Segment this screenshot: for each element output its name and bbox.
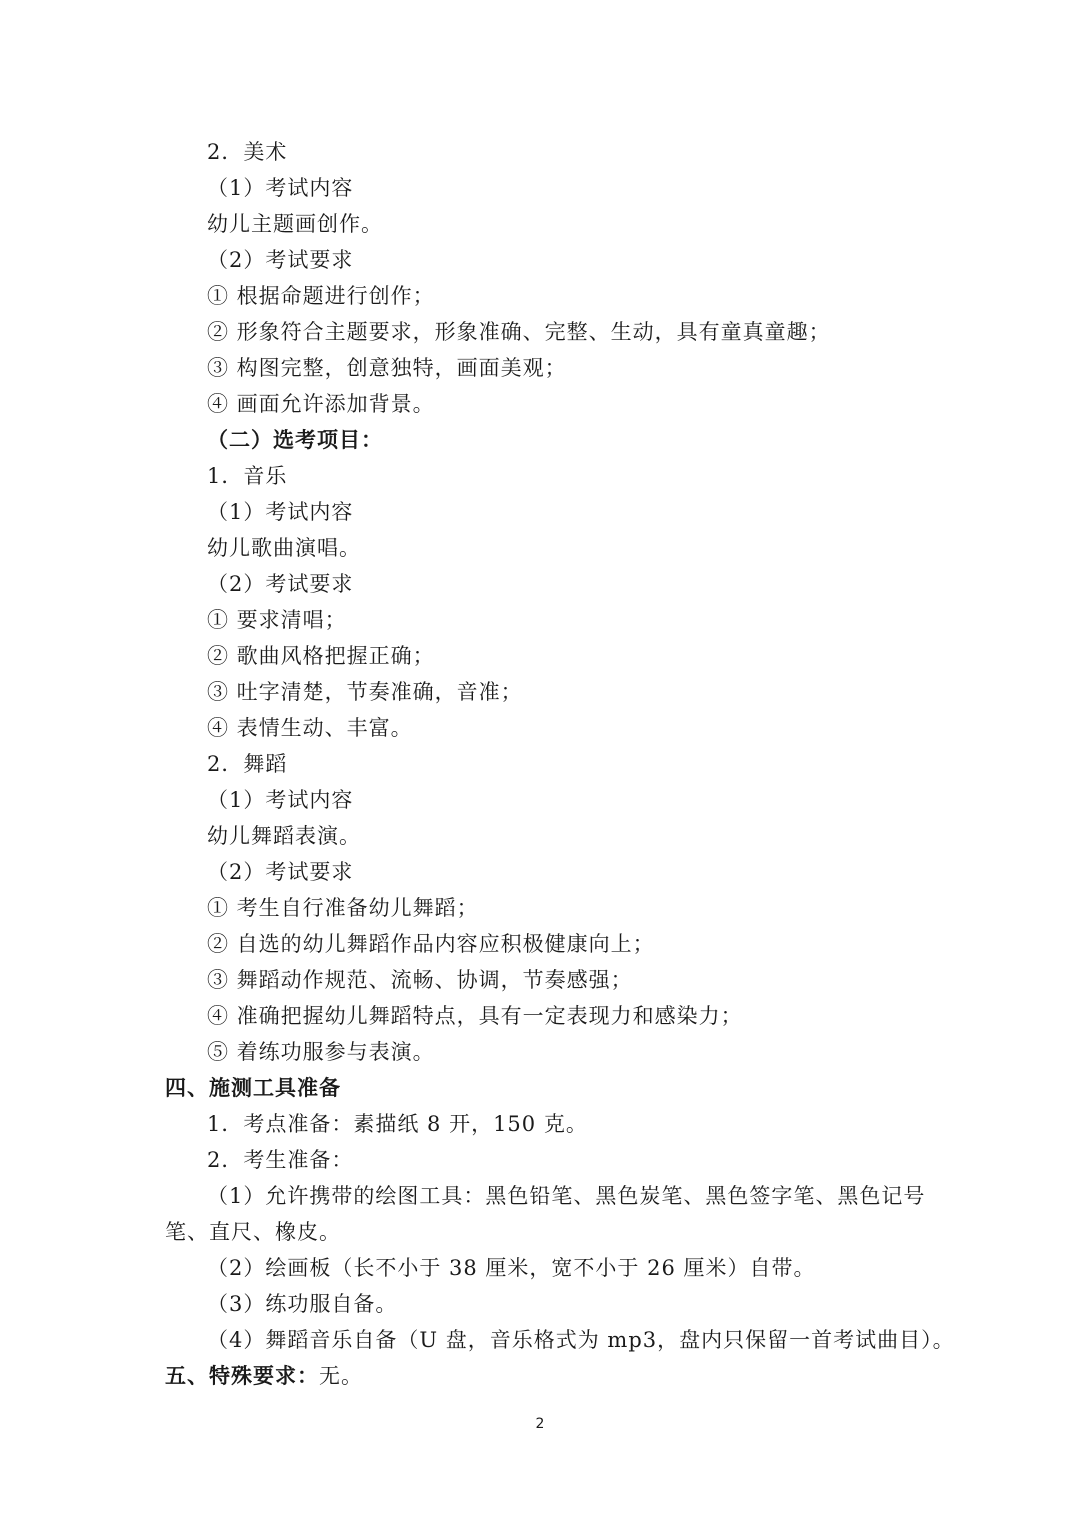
page-number: 2 xyxy=(535,1416,545,1432)
music-requirement-item: ④ 表情生动、丰富。 xyxy=(207,716,413,740)
dance-content-heading: （1）考试内容 xyxy=(207,788,354,812)
music-requirement-item: ③ 吐字清楚，节奏准确，音准； xyxy=(207,680,523,704)
music-requirements-heading: （2）考试要求 xyxy=(207,572,354,596)
dance-requirement-item: ⑤ 着练功服参与表演。 xyxy=(207,1040,435,1064)
special-requirements-heading: 五、特殊要求： xyxy=(165,1363,319,1388)
section-heading-tools: 四、施测工具准备 xyxy=(165,1075,341,1100)
subsection-heading-art: 2．美术 xyxy=(207,140,288,164)
music-content-heading: （1）考试内容 xyxy=(207,500,354,524)
special-requirements-value: 无。 xyxy=(319,1364,363,1388)
art-content-text: 幼儿主题画创作。 xyxy=(207,212,383,236)
art-requirement-item: ③ 构图完整，创意独特，画面美观； xyxy=(207,356,567,380)
music-requirement-item: ① 要求清唱； xyxy=(207,608,347,632)
tools-candidate-prep-heading: 2．考生准备： xyxy=(207,1148,354,1172)
art-content-heading: （1）考试内容 xyxy=(207,176,354,200)
art-requirement-item: ① 根据命题进行创作； xyxy=(207,284,435,308)
music-content-text: 幼儿歌曲演唱。 xyxy=(207,536,361,560)
dance-requirement-item: ① 考生自行准备幼儿舞蹈； xyxy=(207,896,479,920)
music-requirement-item: ② 歌曲风格把握正确； xyxy=(207,644,435,668)
dance-requirements-heading: （2）考试要求 xyxy=(207,860,354,884)
subsection-heading-music: 1．音乐 xyxy=(207,464,288,488)
special-requirements xyxy=(165,1362,363,1390)
tools-candidate-item-continued: 笔、直尺、橡皮。 xyxy=(165,1220,341,1244)
tools-candidate-item: （2）绘画板（长不小于 38 厘米，宽不小于 26 厘米）自带。 xyxy=(207,1256,816,1280)
dance-content-text: 幼儿舞蹈表演。 xyxy=(207,824,361,848)
dance-requirement-item: ④ 准确把握幼儿舞蹈特点，具有一定表现力和感染力； xyxy=(207,1004,743,1028)
art-requirement-item: ② 形象符合主题要求，形象准确、完整、生动，具有童真童趣； xyxy=(207,320,831,344)
art-requirements-heading: （2）考试要求 xyxy=(207,248,354,272)
art-requirement-item: ④ 画面允许添加背景。 xyxy=(207,392,435,416)
tools-candidate-item: （1）允许携带的绘图工具：黑色铅笔、黑色炭笔、黑色签字笔、黑色记号 xyxy=(207,1184,926,1208)
tools-candidate-item: （4）舞蹈音乐自备（U 盘，音乐格式为 mp3，盘内只保留一首考试曲目）。 xyxy=(207,1328,955,1352)
tools-venue-prep: 1．考点准备：素描纸 8 开，150 克。 xyxy=(207,1112,588,1136)
tools-candidate-item: （3）练功服自备。 xyxy=(207,1292,398,1316)
dance-requirement-item: ② 自选的幼儿舞蹈作品内容应积极健康向上； xyxy=(207,932,655,956)
section-heading-elective: （二）选考项目： xyxy=(207,427,383,452)
subsection-heading-dance: 2．舞蹈 xyxy=(207,752,288,776)
dance-requirement-item: ③ 舞蹈动作规范、流畅、协调，节奏感强； xyxy=(207,968,633,992)
